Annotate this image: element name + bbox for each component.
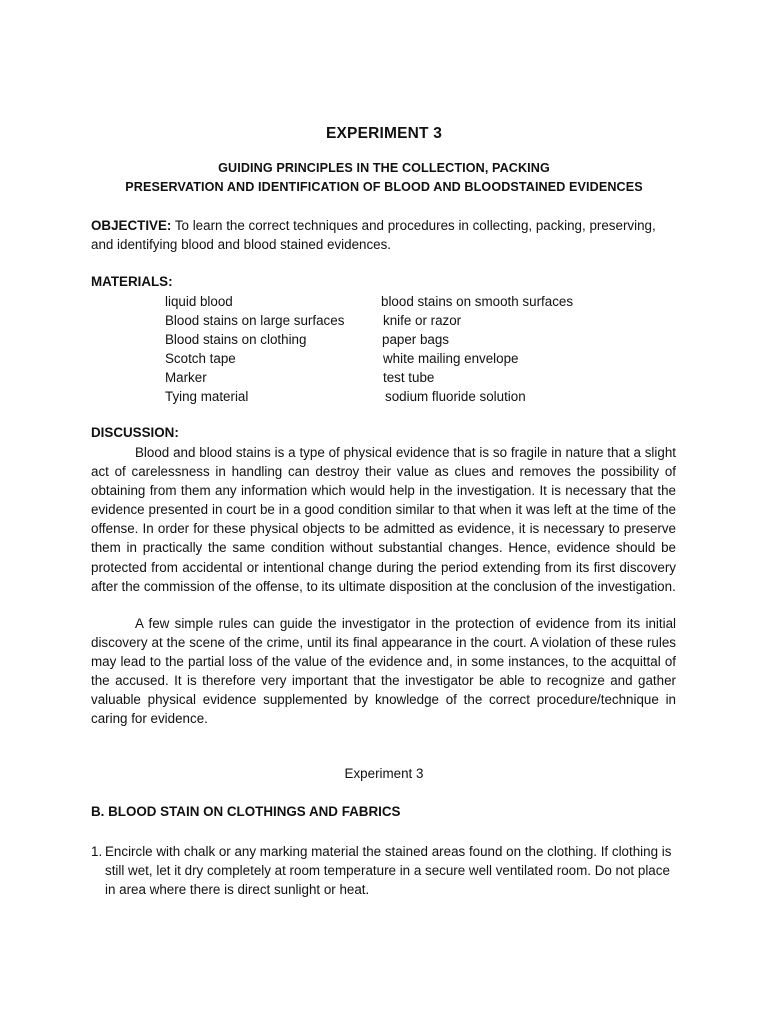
material-item: white mailing envelope — [383, 351, 519, 367]
discussion-paragraph-1 — [91, 443, 676, 596]
step-text: Encircle with chalk or any marking material the stained areas found on the clothing. If clothing is still wet, let it dry completely at room temperature in a secure well ventilated room. Do not place in area where there is direct sunlight or heat. — [105, 844, 672, 898]
material-item: Blood stains on large surfaces — [165, 313, 345, 329]
material-item: Scotch tape — [165, 351, 236, 367]
material-item: liquid blood — [165, 294, 233, 309]
discussion-text: A few simple rules can guide the investigator in the protection of evidence from its initial discovery at the scene of the crime, until its final appearance in the court. A violation of these rules may lead to the partial loss of the value of the evidence and, in some instances, to the acquittal of the accused. It is therefore very important that the investigator be able to recognize and gather valuable physical evidence supplemented by knowledge of the correct procedure/technique in caring for evidence. — [91, 616, 676, 727]
material-item: test tube — [383, 370, 435, 386]
step-number: 1. — [91, 844, 103, 859]
discussion-paragraph-2 — [91, 614, 676, 729]
section-b-heading: B. BLOOD STAIN ON CLOTHINGS AND FABRICS — [91, 804, 401, 819]
discussion-text: Blood and blood stains is a type of physical evidence that is so fragile in nature that a slight act of carelessness in handling can destroy their value as clues and removes the possibility of obtaining from them any information which would help in the investigation. It is necessary that the evidence presented in court be in a good condition similar to that when it was left at the time of the offense. In order for these physical objects to be admitted as evidence, it is necessary to preserve them in practically the same condition without substantial changes. Hence, evidence should be protected from accidental or intentional change during the period extending from its first discovery after the commission of the offense, to its ultimate disposition at the conclusion of the investigation. — [91, 445, 676, 594]
objective-section — [91, 216, 681, 254]
material-item: Tying material — [165, 389, 249, 405]
material-item: Blood stains on clothing — [165, 332, 307, 348]
material-item: Marker — [165, 370, 207, 386]
materials-heading: MATERIALS: — [91, 274, 173, 289]
step-item — [91, 842, 681, 899]
material-item: knife or razor — [383, 313, 462, 329]
materials-right-column — [381, 292, 573, 407]
objective-text: To learn the correct techniques and procedures in collecting, packing, preserving, and identifying blood and blood stained evidences. — [91, 218, 656, 252]
material-item: blood stains on smooth surfaces — [381, 294, 574, 309]
subtitle-line-1: GUIDING PRINCIPLES IN THE COLLECTION, PACKING — [218, 161, 550, 175]
page-title: EXPERIMENT 3 — [325, 125, 443, 142]
material-item: paper bags — [382, 332, 450, 348]
materials-left-column — [165, 292, 344, 407]
discussion-heading: DISCUSSION: — [91, 425, 179, 440]
material-item: sodium fluoride solution — [385, 389, 526, 405]
objective-label: OBJECTIVE: — [91, 218, 172, 233]
experiment-label: Experiment 3 — [344, 766, 424, 781]
subtitle-line-2: PRESERVATION AND IDENTIFICATION OF BLOOD AND BLOODSTAINED EVIDENCES — [125, 180, 643, 194]
